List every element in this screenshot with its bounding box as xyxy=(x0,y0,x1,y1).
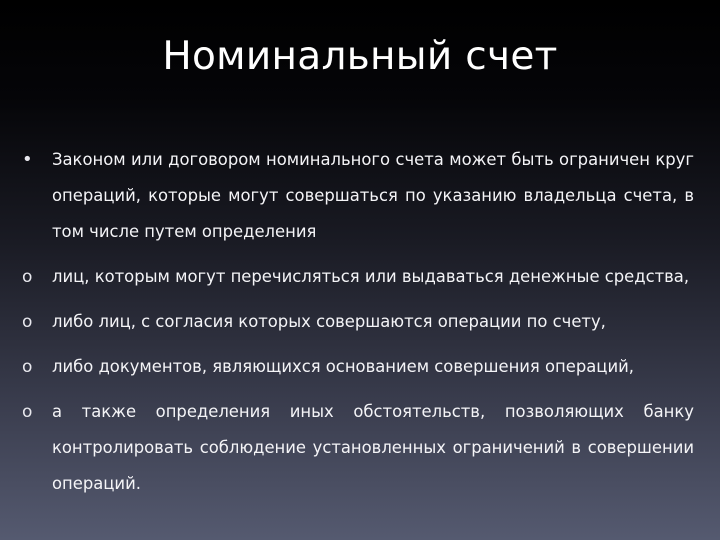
list-item-text: либо документов, являющихся основанием совершения операций, xyxy=(52,357,634,376)
list-item xyxy=(22,259,694,295)
list-item xyxy=(22,394,694,502)
list-item-text: лиц, которым могут перечисляться или выдаваться денежные средства, xyxy=(52,267,690,286)
bullet-circle-icon: o xyxy=(22,357,33,377)
slide-title: Номинальный счет xyxy=(162,34,558,79)
list-item xyxy=(22,304,694,340)
bullet-circle-icon: o xyxy=(22,312,33,332)
list-item-text: Законом или договором номинального счета может быть ограничен круг операций, которые могут совершаться по указанию владельца счета, в том числе путем определения xyxy=(52,150,694,241)
bullet-circle-icon: o xyxy=(22,267,33,287)
bullet-circle-icon: o xyxy=(22,402,33,422)
list-item-text: либо лиц, с согласия которых совершаются операции по счету, xyxy=(52,312,606,331)
list-item xyxy=(22,349,694,385)
list-item xyxy=(22,142,694,250)
bullet-list xyxy=(22,142,694,511)
bullet-dot-icon: • xyxy=(22,149,33,170)
list-item-text: а также определения иных обстоятельств, позволяющих банку контролировать соблюдение установленных ограничений в совершении операций. xyxy=(52,402,694,493)
